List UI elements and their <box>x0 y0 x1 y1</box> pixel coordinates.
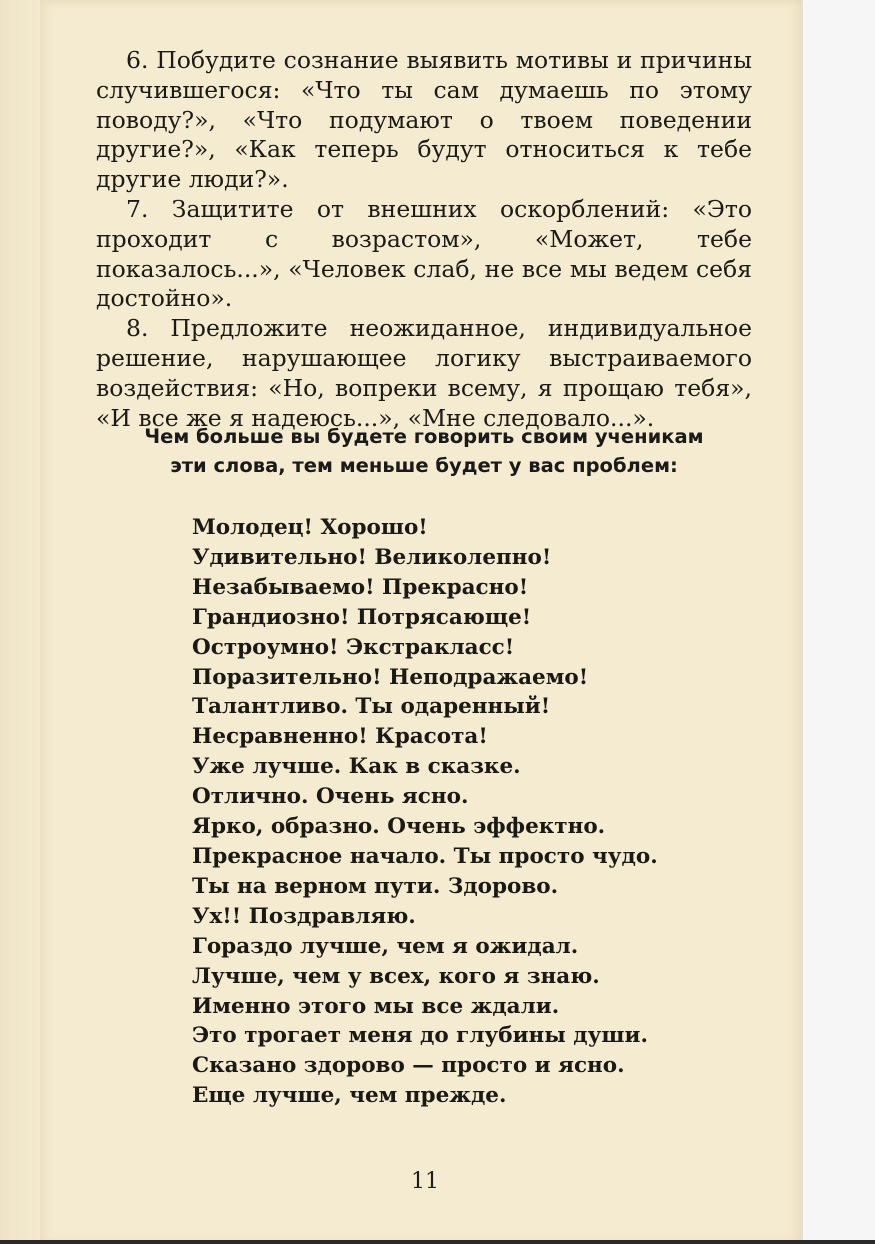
list-item: Грандиозно! Потрясающе! <box>192 604 532 630</box>
list-item: Талантливо. Ты одаренный! <box>192 694 551 720</box>
scan-bottom-border <box>0 1240 875 1244</box>
list-item: Ярко, образно. Очень эффектно. <box>192 814 606 840</box>
list-item: Остроумно! Экстракласс! <box>192 634 515 660</box>
praise-phrase-list <box>192 513 658 1111</box>
paragraph-6: 6. Побудите сознание выявить мотивы и причины случившегося: «Что ты сам думаешь по этому поводу?», «Что подумают о твоем поведении другие?», «Как теперь будут относиться к тебе другие люди?». <box>96 46 752 194</box>
list-item: Сказано здорово — просто и ясно. <box>192 1053 625 1079</box>
scan-left-edge <box>0 0 40 1244</box>
callout-heading <box>96 422 752 480</box>
scan-right-margin <box>802 0 875 1244</box>
paragraph-7: 7. Защитите от внешних оскорблений: «Это проходит с возрастом», «Может, тебе показалось...», «Человек слаб, не все мы ведем себя достойно». <box>96 194 752 313</box>
list-item: Уже лучше. Как в сказке. <box>192 754 521 780</box>
list-item: Несравненно! Красота! <box>192 724 488 750</box>
paragraph-8: 8. Предложите неожиданное, индивидуальное решение, нарушающее логику выстраиваемого воздействия: «Но, вопреки всему, я прощаю тебя», «И все же я надеюсь...», «Мне следовало...». <box>96 314 752 432</box>
list-item: Ты на верном пути. Здорово. <box>192 873 559 899</box>
list-item: Еще лучше, чем прежде. <box>192 1083 507 1109</box>
list-item: Лучше, чем у всех, кого я знаю. <box>192 963 600 989</box>
list-item: Прекрасное начало. Ты просто чудо. <box>192 843 658 869</box>
list-item: Поразительно! Неподражаемо! <box>192 664 589 690</box>
callout-line-1: Чем больше вы будете говорить своим ученикам <box>144 425 704 448</box>
page-number: 11 <box>411 1169 439 1194</box>
list-item: Именно этого мы все ждали. <box>192 993 560 1019</box>
list-item: Отлично. Очень ясно. <box>192 784 469 810</box>
list-item: Молодец! Хорошо! <box>192 515 428 540</box>
list-item: Это трогает меня до глубины души. <box>192 1023 648 1049</box>
list-item: Ух!! Поздравляю. <box>192 903 416 929</box>
body-text <box>96 46 752 433</box>
callout-line-2: эти слова, тем меньше будет у вас проблем: <box>170 454 678 477</box>
list-item: Удивительно! Великолепно! <box>192 544 552 570</box>
list-item: Незабываемо! Прекрасно! <box>192 574 529 600</box>
list-item: Гораздо лучше, чем я ожидал. <box>192 933 579 959</box>
